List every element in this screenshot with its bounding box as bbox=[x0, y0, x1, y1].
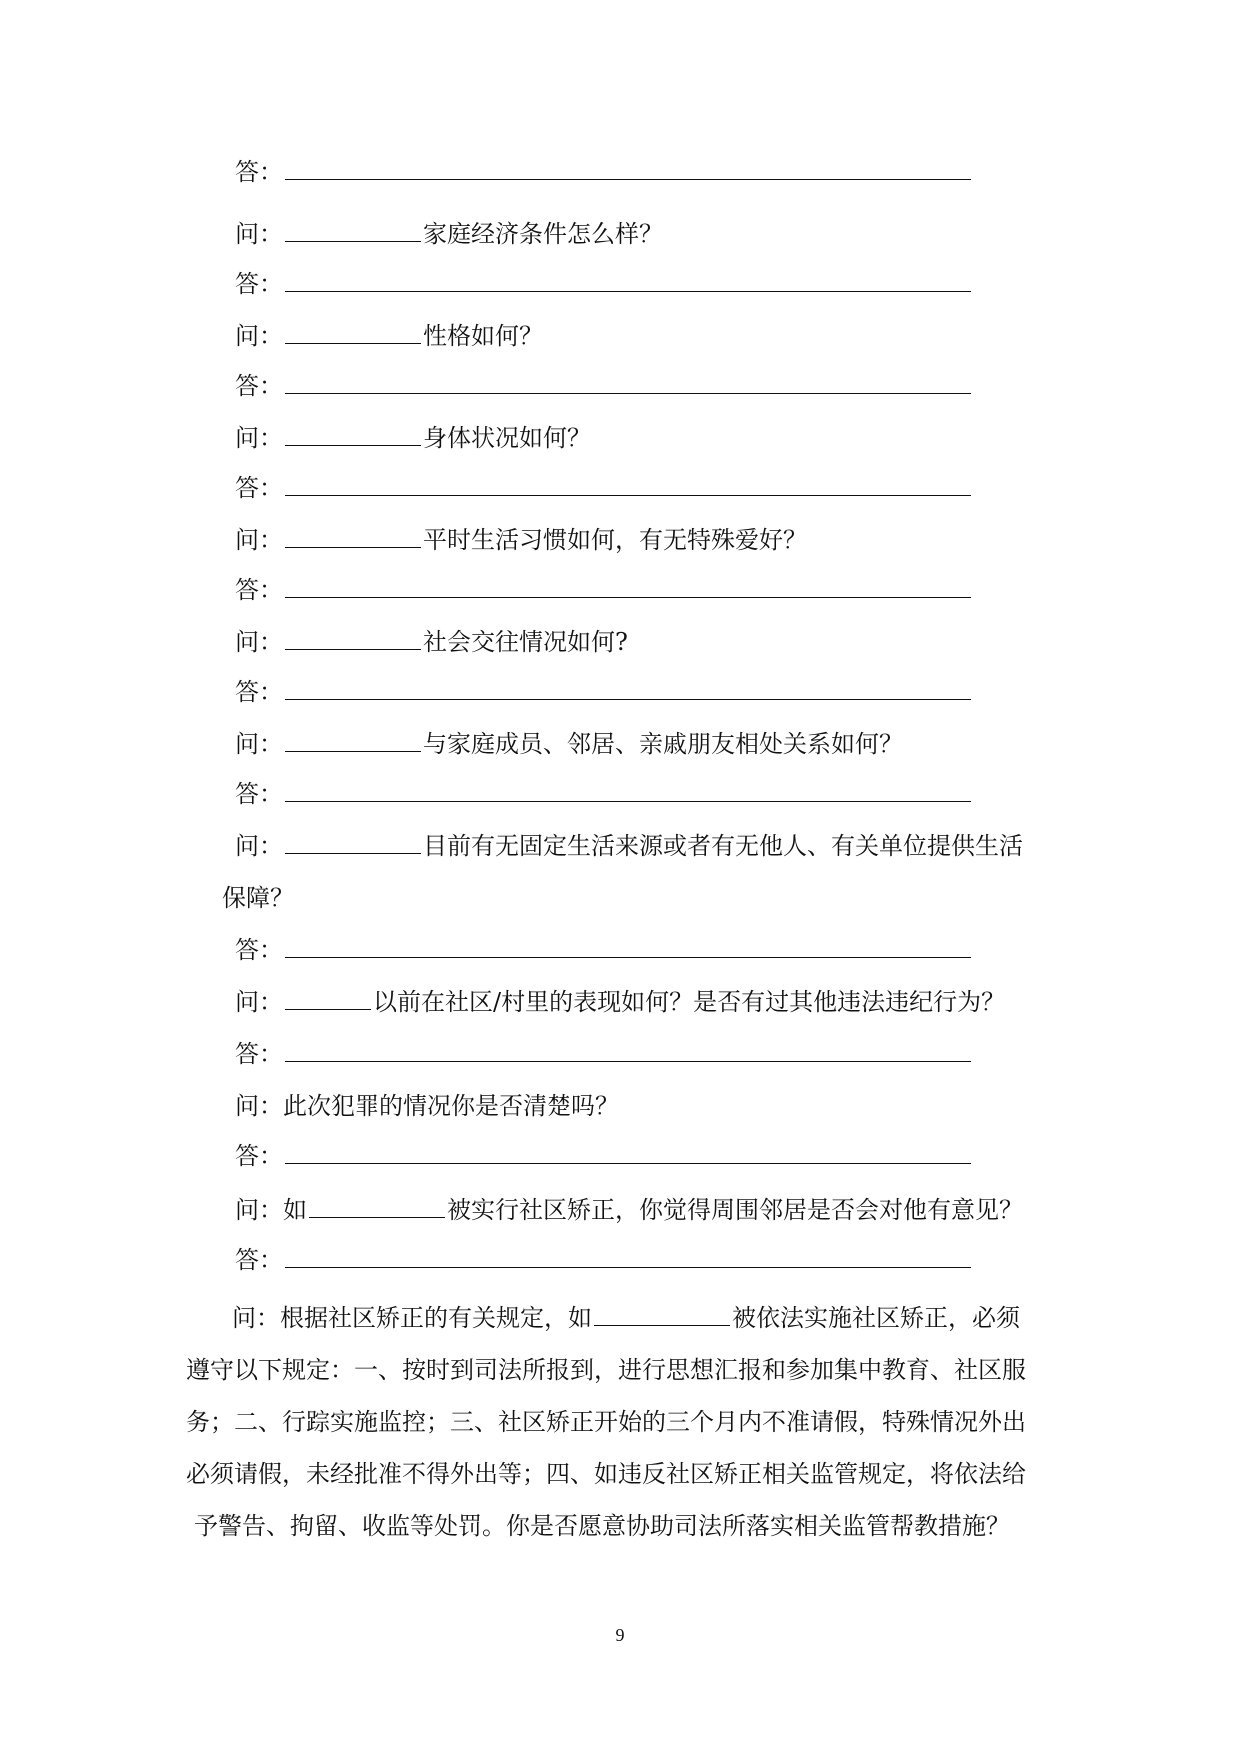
question-label: 问： bbox=[235, 1092, 283, 1120]
answer-blank[interactable] bbox=[285, 269, 971, 292]
answer-label: 答： bbox=[235, 270, 283, 298]
question-text: 如 bbox=[283, 1196, 307, 1224]
answer-label: 答： bbox=[235, 158, 283, 186]
name-blank[interactable] bbox=[285, 525, 421, 548]
answer-line bbox=[235, 1140, 971, 1172]
question-line bbox=[235, 626, 628, 658]
answer-line bbox=[235, 934, 971, 966]
question-text: 家庭经济条件怎么样？ bbox=[423, 220, 663, 248]
answer-line bbox=[235, 472, 971, 504]
question-label: 问： bbox=[235, 424, 283, 452]
answer-label: 答： bbox=[235, 678, 283, 706]
answer-line bbox=[235, 1038, 971, 1070]
question-label: 问： bbox=[232, 1304, 280, 1332]
question-line bbox=[235, 320, 543, 352]
question-line bbox=[235, 830, 1023, 862]
answer-line bbox=[235, 370, 971, 402]
question-text: 此次犯罪的情况你是否清楚吗？ bbox=[283, 1092, 619, 1120]
question-label: 问： bbox=[235, 1196, 283, 1224]
question-paragraph-line: 务；二、行踪实施监控；三、社区矫正开始的三个月内不准请假，特殊情况外出 bbox=[186, 1408, 1026, 1436]
answer-blank[interactable] bbox=[285, 935, 971, 958]
answer-line bbox=[235, 574, 971, 606]
answer-blank[interactable] bbox=[285, 1245, 971, 1268]
question-line bbox=[235, 1090, 619, 1122]
question-paragraph-line: 遵守以下规定：一、按时到司法所报到，进行思想汇报和参加集中教育、社区服 bbox=[186, 1356, 1026, 1384]
answer-line bbox=[235, 778, 971, 810]
question-paragraph-line: 予警告、拘留、收监等处罚。你是否愿意协助司法所落实相关监管帮教措施？ bbox=[194, 1512, 1010, 1540]
answer-label: 答： bbox=[235, 1246, 283, 1274]
page-number: 9 bbox=[615, 1625, 625, 1645]
answer-label: 答： bbox=[235, 576, 283, 604]
name-blank[interactable] bbox=[309, 1195, 445, 1218]
answer-line bbox=[235, 676, 971, 708]
answer-line bbox=[235, 1244, 971, 1276]
answer-blank[interactable] bbox=[285, 1039, 971, 1062]
answer-label: 答： bbox=[235, 474, 283, 502]
question-paragraph-line: 必须请假，未经批准不得外出等；四、如违反社区矫正相关监管规定，将依法给 bbox=[186, 1460, 1026, 1488]
answer-label: 答： bbox=[235, 1142, 283, 1170]
question-line bbox=[235, 524, 807, 556]
question-text: 被实行社区矫正，你觉得周围邻居是否会对他有意见？ bbox=[447, 1196, 1023, 1224]
question-label: 问： bbox=[235, 730, 283, 758]
answer-blank[interactable] bbox=[285, 677, 971, 700]
question-paragraph-line bbox=[186, 1292, 1056, 1344]
question-text: 目前有无固定生活来源或者有无他人、有关单位提供生活 bbox=[423, 832, 1023, 860]
question-text: 与家庭成员、邻居、亲戚朋友相处关系如何？ bbox=[423, 730, 903, 758]
name-blank[interactable] bbox=[594, 1303, 730, 1326]
question-label: 问： bbox=[235, 220, 283, 248]
question-line bbox=[235, 1194, 1023, 1226]
answer-label: 答： bbox=[235, 1040, 283, 1068]
question-label: 问： bbox=[235, 628, 283, 656]
name-blank[interactable] bbox=[285, 831, 421, 854]
answer-blank[interactable] bbox=[285, 779, 971, 802]
answer-blank[interactable] bbox=[285, 157, 971, 180]
question-paragraph bbox=[186, 1292, 1056, 1552]
question-text: 性格如何？ bbox=[423, 322, 543, 350]
answer-label: 答： bbox=[235, 780, 283, 808]
question-text: 保障？ bbox=[222, 884, 294, 912]
answer-line bbox=[235, 156, 971, 188]
answer-blank[interactable] bbox=[285, 575, 971, 598]
answer-blank[interactable] bbox=[285, 1141, 971, 1164]
name-blank[interactable] bbox=[285, 321, 421, 344]
answer-blank[interactable] bbox=[285, 473, 971, 496]
question-label: 问： bbox=[235, 322, 283, 350]
name-blank[interactable] bbox=[285, 627, 421, 650]
answer-label: 答： bbox=[235, 936, 283, 964]
question-label: 问： bbox=[235, 988, 283, 1016]
question-text: 以前在社区/村里的表现如何？是否有过其他违法违纪行为？ bbox=[373, 988, 1006, 1016]
answer-line bbox=[235, 268, 971, 300]
answer-blank[interactable] bbox=[285, 371, 971, 394]
question-text: 身体状况如何？ bbox=[423, 424, 591, 452]
question-text: 根据社区矫正的有关规定，如 bbox=[280, 1304, 592, 1332]
question-label: 问： bbox=[235, 832, 283, 860]
name-blank[interactable] bbox=[285, 423, 421, 446]
question-continuation bbox=[222, 882, 294, 914]
question-line bbox=[235, 728, 903, 760]
question-line bbox=[235, 218, 663, 250]
name-blank[interactable] bbox=[285, 729, 421, 752]
answer-label: 答： bbox=[235, 372, 283, 400]
question-text: 社会交往情况如何? bbox=[423, 628, 628, 656]
question-text: 被依法实施社区矫正，必须 bbox=[732, 1304, 1020, 1332]
name-blank[interactable] bbox=[285, 987, 371, 1010]
question-text: 平时生活习惯如何，有无特殊爱好？ bbox=[423, 526, 807, 554]
name-blank[interactable] bbox=[285, 219, 421, 242]
question-line bbox=[235, 422, 591, 454]
question-label: 问： bbox=[235, 526, 283, 554]
question-line bbox=[235, 986, 1005, 1018]
